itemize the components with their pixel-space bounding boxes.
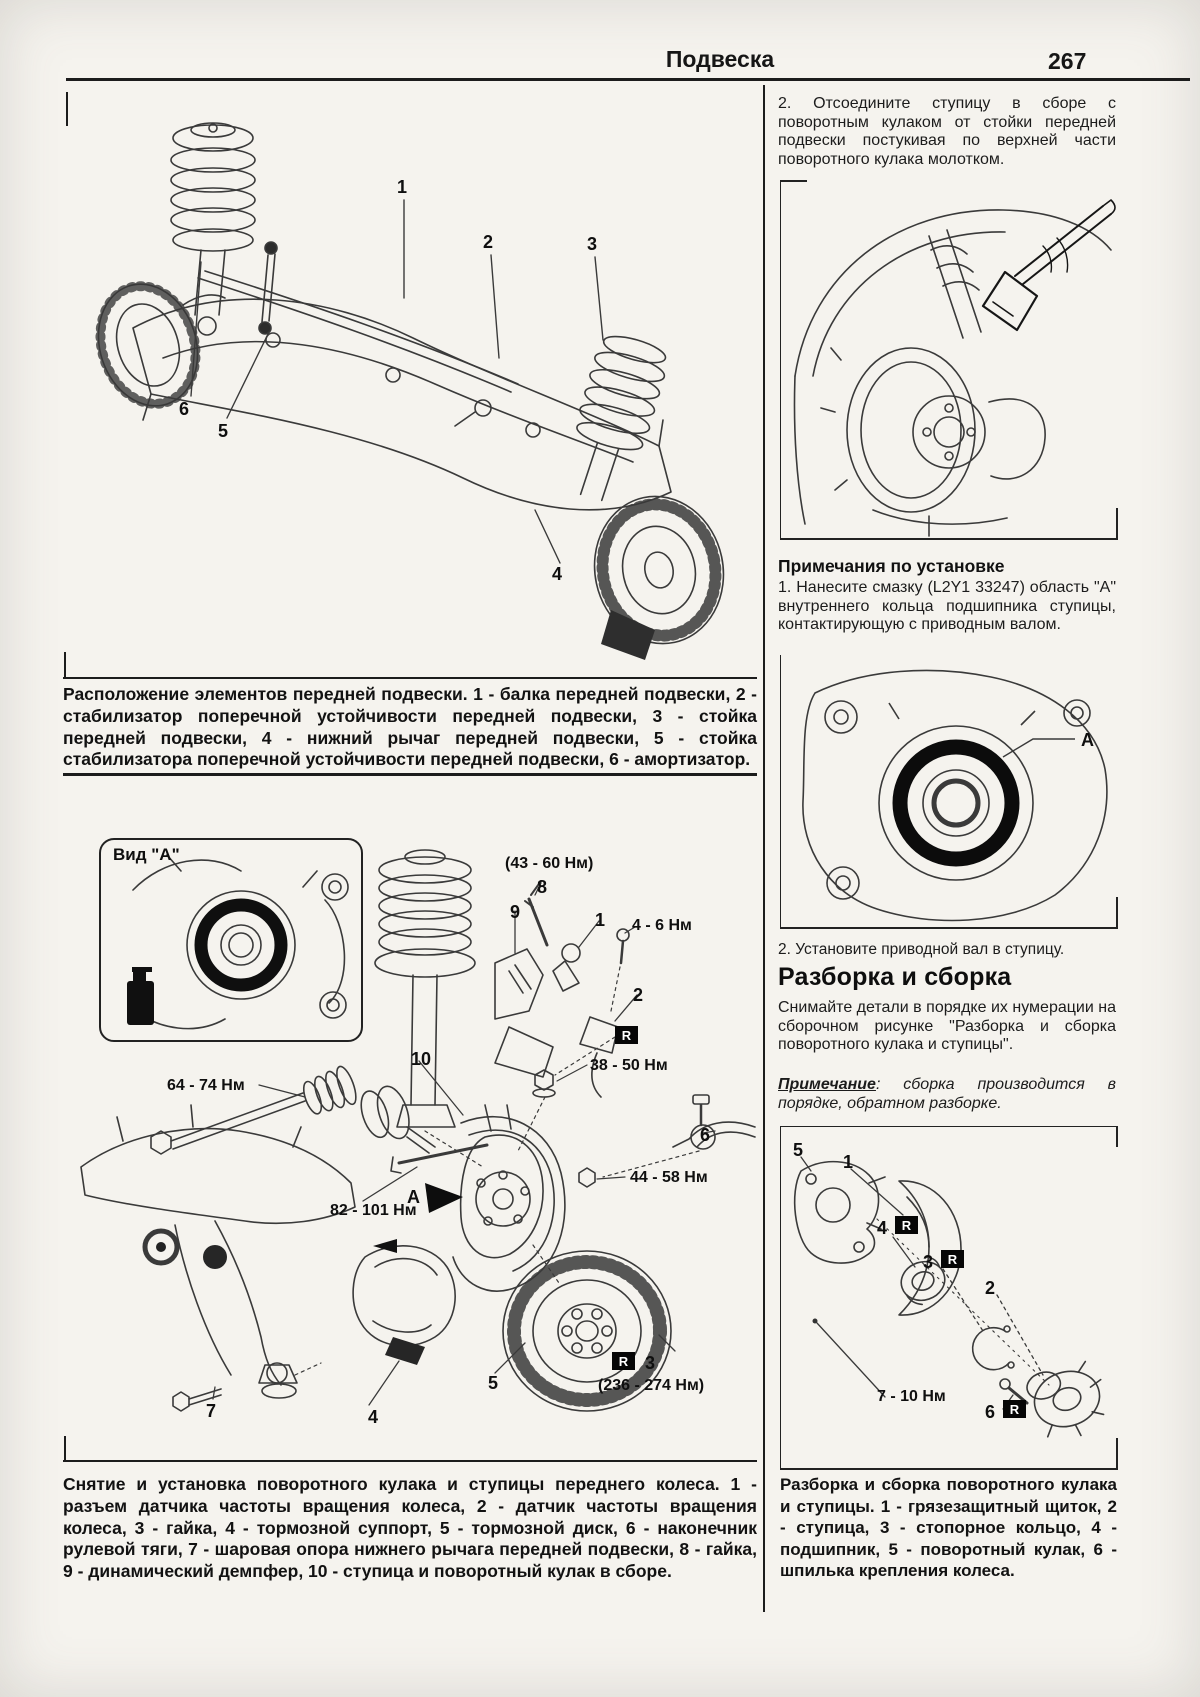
hammer-icon <box>983 200 1115 330</box>
fig2-torque-236-274: (236 - 274 Нм) <box>598 1377 705 1394</box>
disassembly-section-heading: Разборка и сборка <box>778 963 1012 991</box>
fig3-part-label-2: 2 <box>985 1278 996 1298</box>
grease-can-icon <box>127 967 154 1025</box>
fig1-part-label-1: 1 <box>397 177 408 197</box>
figure-hammer-knuckle <box>780 180 1118 540</box>
fig2-part-label-9: 9 <box>510 902 521 922</box>
fig2-part-label-8: 8 <box>537 877 548 897</box>
fig3-replace-marker-4: R <box>895 1216 918 1234</box>
frame-tick <box>1116 1127 1118 1147</box>
fig3-replace-marker-6: R <box>1003 1400 1026 1418</box>
column-divider <box>763 85 765 1612</box>
fig2-part-label-3: 3 <box>645 1353 656 1373</box>
fig2-torque-64-74: 64 - 74 Нм <box>167 1077 245 1094</box>
fig2-part-label-6: 6 <box>700 1125 711 1145</box>
fig3-caption: Разборка и сборка поворотного кулака и ступицы. 1 - грязезащитный щиток, 2 - ступица, 3 - стопорное кольцо, 4 - подшипник, 5 - поворотный кулак, 6 - шпилька крепления колеса. <box>780 1475 1117 1580</box>
fig2-torque-44-58: 44 - 58 Нм <box>630 1169 708 1186</box>
fig2-torque-82-101: 82 - 101 Нм <box>330 1202 417 1219</box>
fig2-bottom-rule <box>63 1460 757 1462</box>
fig2-torque-43-60: (43 - 60 Нм) <box>505 855 594 872</box>
fig1-bottom-rule <box>63 677 757 679</box>
fig3-part-label-5: 5 <box>793 1140 804 1160</box>
fig1-caption: Расположение элементов передней подвески. 1 - балка передней подвески, 2 - стабилизатор поперечной устойчивости передней подвески, 3 - стойка передней подвески, 4 - нижний рычаг передней подвески, 5 - стойка стабилизатора поперечной устойчивости передней подвески, 6 - амортизатор. <box>63 684 757 770</box>
fig2-bottom-tick <box>64 1436 66 1460</box>
front-suspension-diagram <box>63 90 757 677</box>
fig3-part-label-6: 6 <box>985 1402 996 1422</box>
knuckle-hub-exploded-diagram <box>781 1127 1118 1468</box>
disassembly-section-text: Снимайте детали в порядке их нумерации на сборочном рисунке "Разборка и сборка поворотного кулака и ступицы". <box>778 999 1116 1054</box>
fig2-part-label-7: 7 <box>206 1401 217 1421</box>
step-install-shaft-text: 2. Установите приводной вал в ступицу. <box>778 941 1065 958</box>
frame-tick <box>781 180 807 182</box>
install-notes-heading: Примечания по установке <box>778 556 1005 576</box>
figure-bearing-area-a <box>780 655 1118 929</box>
fig3-part-label-4: 4 <box>877 1218 888 1238</box>
fig2-torque-4-6: 4 - 6 Нм <box>632 917 692 934</box>
fig2-torque-38-50: 38 - 50 Нм <box>590 1057 668 1074</box>
figure-knuckle-removal <box>63 775 757 1460</box>
fig2-part-label-5: 5 <box>488 1373 499 1393</box>
step-remove-hub-text: 2. Отсоедините ступицу в сборе с поворотным кулаком от стойки передней подвески постукивая по верхней части поворотного кулака молотком. <box>778 95 1116 168</box>
fig1-part-label-3: 3 <box>587 234 598 254</box>
page-title: Подвеска <box>665 46 775 72</box>
fig2-caption: Снятие и установка поворотного кулака и ступицы переднего колеса. 1 - разъем датчика частоты вращения колеса, 2 - датчик частоты вращения колеса, 3 - гайка, 4 - тормозной суппорт, 5 - тормозной диск, 6 - наконечник рулевой тяги, 7 - шаровая опора нижнего рычага передней подвески, 8 - гайка, 9 - динамический демпфер, 10 - ступица и поворотный кулак в сборе. <box>63 1474 757 1582</box>
fig2-view-a-label: Вид "А" <box>113 845 180 864</box>
header-rule <box>66 78 1190 81</box>
fig2-replace-marker-2: R <box>612 1352 635 1370</box>
fig2-part-label-4: 4 <box>368 1407 379 1427</box>
note-label: Примечание <box>778 1076 876 1093</box>
fig1-part-label-4: 4 <box>552 564 563 584</box>
fig1-part-label-2: 2 <box>483 232 494 252</box>
page-number: 267 <box>1048 48 1087 74</box>
figure-knuckle-hub-exploded <box>780 1126 1118 1470</box>
hub-bearing-area-diagram <box>781 655 1118 927</box>
fig1-part-label-5: 5 <box>218 421 229 441</box>
fig2-part-label-1: 1 <box>595 910 606 930</box>
fig3-torque-7-10: 7 - 10 Нм <box>877 1388 946 1405</box>
disassembly-note <box>778 1076 1116 1113</box>
fig2-replace-marker-1: R <box>615 1026 638 1044</box>
frame-tick <box>1116 897 1118 927</box>
fig3-part-label-3: 3 <box>923 1252 934 1272</box>
frame-tick <box>1116 508 1118 538</box>
fig2-area-a-label: А <box>407 1187 420 1207</box>
figr2-area-a-label: А <box>1081 730 1094 750</box>
area-a-arrow-icon <box>425 1183 463 1213</box>
fig1-bottom-tick <box>64 652 66 677</box>
frame-tick <box>1116 1438 1118 1468</box>
hammer-knuckle-diagram <box>781 180 1118 538</box>
fig3-part-label-1: 1 <box>843 1152 854 1172</box>
install-note-text: 1. Нанесите смазку (L2Y1 33247) область "А" внутреннего кольца подшипника ступицы, контактирующую с приводным валом. <box>778 579 1116 634</box>
fig2-part-label-10: 10 <box>411 1049 432 1069</box>
figure-front-suspension <box>63 90 757 677</box>
figure-corner-tick <box>66 92 68 126</box>
fig3-replace-marker-3: R <box>941 1250 964 1268</box>
fig1-part-label-6: 6 <box>179 399 190 419</box>
fig2-part-label-2: 2 <box>633 985 644 1005</box>
note-text: : сборка производится в порядке, обратном разборке. <box>778 1076 1116 1112</box>
